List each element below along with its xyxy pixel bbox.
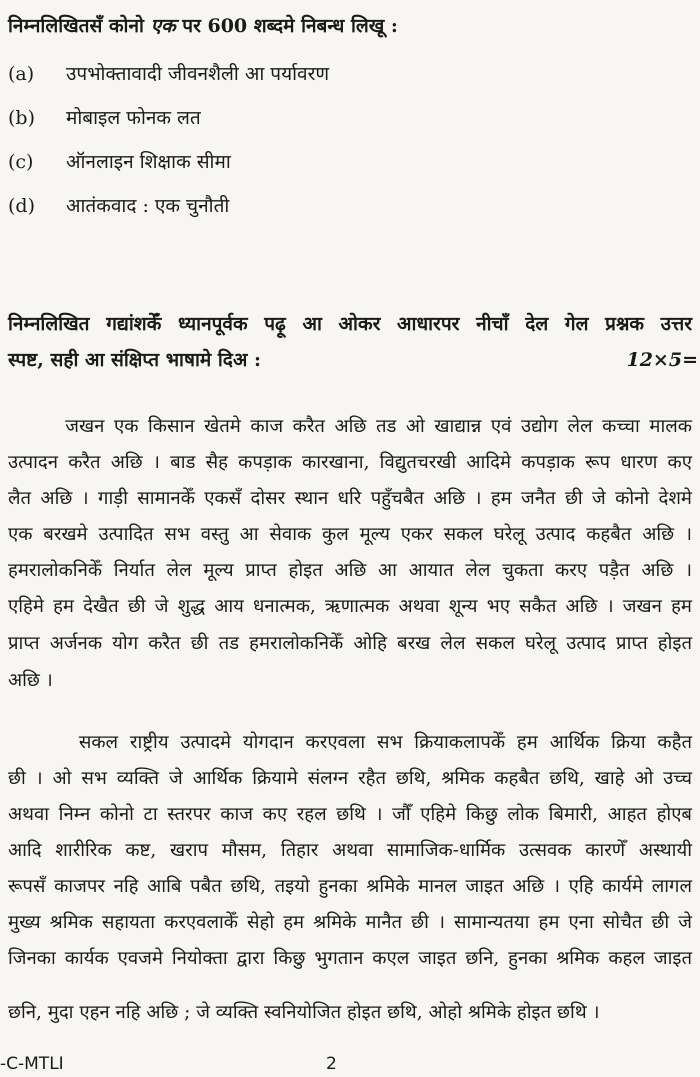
passage-line: एक बरखमे उत्पादित सभ वस्तु आ सेवाक कुल मूल्य एकर सकल घरेलू उत्पाद कहबैत अछि । (8, 524, 692, 545)
option-a (8, 60, 329, 86)
question2-heading-line2 (8, 342, 698, 378)
passage-line: मुख्य श्रमिक सहायता करएवलाकेँ सेहो हम श्रमिके मानैत छी । सामान्यतया हम एना सोचैत छी जे (8, 912, 692, 933)
passage-line: लैत अछि । गाड़ी सामानकेँ एकसँ दोसर स्थान धरि पहुँचबैत अछि । हम जनैत छी जे कोनो देशमे (8, 488, 692, 509)
option-text: मोबाइल फोनक लत (66, 107, 201, 129)
option-label: (c) (8, 151, 34, 173)
passage-line: जिनका कार्यक एवजमे नियोक्ता द्वारा किछु भुगतान कएल जाइत छनि, हुनका श्रमिक कहल जाइत (8, 948, 692, 969)
option-label: (a) (8, 63, 35, 85)
passage-line: प्राप्त अर्जनक योग करैत छी तड हमरालोकनिकेँ ओहि बरख लेल सकल घरेलू उत्पाद प्राप्त होइत (8, 633, 692, 654)
paper-code: -C-MTLI (0, 1054, 64, 1074)
passage-line: अछि । (8, 670, 53, 691)
passage-line: जखन एक किसान खेतमे काज करैत अछि तड ओ खाद्यान्न एवं उद्योग लेल कच्चा मालक (8, 416, 692, 437)
passage-line: छी । ओ सभ व्यक्ति जे आर्थिक क्रियामे संलग्न रहैत छथि, श्रमिक कहबैत छथि, खाहे ओ उच्च (8, 768, 692, 789)
option-text: आतंकवाद : एक चुनौती (66, 195, 230, 217)
passage-line: आदि शारीरिक कष्ट, खराप मौसम, तिहार अथवा सामाजिक-धार्मिक उत्सवक कारणेँ अस्थायी (8, 840, 692, 861)
option-text: उपभोक्तावादी जीवनशैली आ पर्यावरण (66, 63, 330, 85)
question1-heading (8, 12, 398, 38)
marks-label: 12×5= (626, 349, 698, 371)
question2-heading: निम्नलिखित गद्यांशकेँ ध्यानपूर्वक पढ़ू आ ओकर आधारपर नीचाँ देल गेल प्रश्नक उत्तर (8, 313, 692, 335)
page-number: 2 (326, 1054, 337, 1074)
option-label: (b) (8, 107, 35, 129)
option-text: ऑनलाइन शिक्षाक सीमा (66, 151, 231, 173)
passage-line: हमरालोकनिकेँ निर्यात लेल मूल्य प्राप्त होइत अछि आ आयात लेल चुकता करए पड़ैत अछि । (8, 560, 692, 581)
passage-line: उत्पादन करैत अछि । बाड सैह कपड़ाक कारखाना, विद्युतचरखी आदिमे कपड़ाक रूप धारण कए (8, 452, 692, 473)
question1-heading-suffix: पर 600 शब्दमे निबन्ध लिखू : (175, 15, 398, 37)
passage-line: सकल राष्ट्रीय उत्पादमे योगदान करएवला सभ क्रियाकलापकेँ हम आर्थिक क्रिया कहैत (8, 732, 692, 753)
passage-line: छनि, मुदा एहन नहि अछि ; जे व्यक्ति स्वनियोजित होइत छथि, ओहो श्रमिके होइत छथि । (8, 1002, 600, 1023)
question2-instruction: स्पष्ट, सही आ संक्षिप्त भाषामे दिअ : (8, 349, 262, 371)
question1-heading-emphasis: एक (150, 15, 176, 37)
passage-line: एहिमे हम देखैत छी जे शुद्ध आय धनात्मक, ऋणात्मक अथवा शून्य भए सकैत अछि । जखन हम (8, 596, 692, 617)
passage-line: अथवा निम्न कोनो टा स्तरपर काज कए रहल छथि । जौँ एहिमे किछु लोक बिमारी, आहत होएब (8, 804, 692, 825)
option-c (8, 148, 231, 174)
option-b (8, 104, 201, 130)
option-d (8, 192, 229, 218)
question1-heading-prefix: निम्नलिखितसँ कोनो (8, 15, 151, 37)
option-label: (d) (8, 195, 35, 217)
passage-line: रूपसँ काजपर नहि आबि पबैत छथि, तइयो हुनका श्रमिके मानल जाइत अछि । एहि कार्यमे लागल (8, 876, 692, 897)
